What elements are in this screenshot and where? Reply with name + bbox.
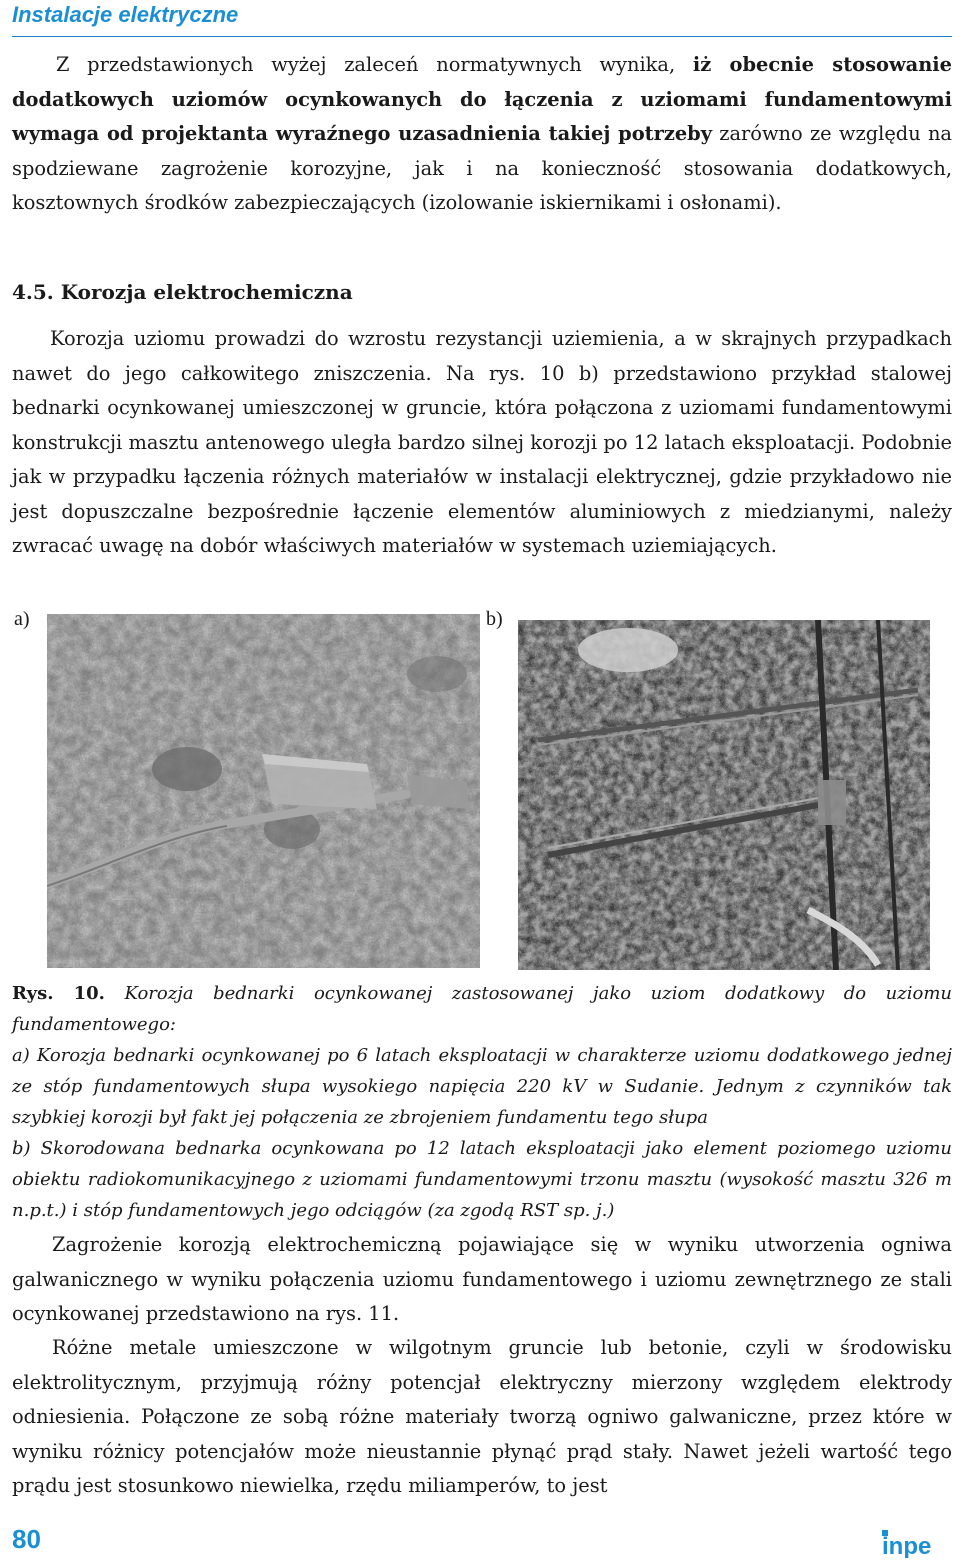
running-title: Instalacje elektryczne bbox=[12, 2, 239, 27]
figure-caption-a: a) Korozja bednarki ocynkowanej po 6 latach eksploatacji w charakterze uziomu dodatkowego jednej ze stóp fundamentowych słupa wysokiego napięcia 220 kV w Sudanie. Jednym z czynników tak szybkiej korozji był fakt jej połączenia ze zbrojeniem fundamentu tego słupa bbox=[12, 1045, 952, 1128]
paragraph-galvanic-threat: Zagrożenie korozją elektrochemiczną pojawiające się w wyniku utworzenia ogniwa galwanicznego w wyniku połączenia uziomu fundamentowego i uziomu zewnętrznego ze stali ocynkowanej przedstawiono na rys. 11. bbox=[12, 1233, 952, 1325]
figure-caption-number: Rys. 10. bbox=[12, 983, 105, 1004]
figure-label-b: b) bbox=[486, 608, 503, 630]
paragraph-intro bbox=[12, 48, 952, 221]
paragraph-corrosion: Korozja uziomu prowadzi do wzrostu rezystancji uziemienia, a w skrajnych przypadkach nawet do jego całkowitego zniszczenia. Na rys. 10 b) przedstawiono przykład stalowej bednarki ocynkowanej umieszczonej w gruncie, która połączona z uziomami fundamentowymi konstrukcji masztu antenowego uległa bardzo silnej korozji po 12 latach eksploatacji. Podobnie jak w przypadku łączenia różnych materiałów w instalacji elektrycznej, gdzie przykładowo nie jest dopuszczalne bezpośrednie łączenie elementów aluminiowych z miedzianymi, należy zwracać uwagę na dobór właściwych materiałów w systemach uziemiających. bbox=[12, 327, 952, 557]
page-header bbox=[12, 0, 952, 37]
paragraph-intro-start: Z przedstawionych wyżej zaleceń normatywnych wynika, bbox=[56, 53, 693, 76]
figure-caption-text: Korozja bednarki ocynkowanej zastosowanej jako uziom dodatkowy do uziomu fundamentowego: bbox=[12, 983, 952, 1035]
figure-caption-title bbox=[12, 978, 952, 1040]
photo-corroded-strip-a bbox=[47, 614, 480, 968]
svg-text:inpe: inpe bbox=[882, 1533, 932, 1558]
page-number: 80 bbox=[12, 1524, 41, 1554]
paragraph-intro-rest: zarówno ze względu na spodziewane zagrożenie korozyjne, jak i na konieczność stosowania dodatkowych, kosztownych środków zabezpieczających (izolowanie iskiernikami i osłonami). bbox=[12, 122, 952, 214]
figure-label-a: a) bbox=[14, 608, 30, 630]
paragraph-intro-bold: iż obecnie stosowanie dodatkowych uziomów ocynkowanych do łączenia z uziomami fundamentowymi wymaga od projektanta wyraźnego uzasadnienia takiej potrzeby bbox=[12, 53, 953, 145]
figure-caption-b: b) Skorodowana bednarka ocynkowana po 12 latach eksploatacji jako element poziomego uziomu obiektu radiokomunikacyjnego z uziomami fundamentowymi trzonu masztu (wysokość masztu 326 m n.p.t.) i stóp fundamentowych jego odciągów (za zgodą RST sp. j.) bbox=[12, 1138, 952, 1221]
publisher-logo bbox=[880, 1524, 950, 1558]
paragraph-galvanic-cell: Różne metale umieszczone w wilgotnym gruncie lub betonie, czyli w środowisku elektrolitycznym, przyjmują różny potencjał elektryczny mierzony względem elektrody odniesienia. Połączone ze sobą różne materiały tworzą ogniwo galwaniczne, przez które w wyniku różnicy potencjałów może nieustannie płynąć prąd stały. Nawet jeżeli wartość tego prądu jest stosunkowo niewielka, rzędu miliamperów, to jest bbox=[12, 1336, 952, 1497]
section-heading: 4.5. Korozja elektrochemiczna bbox=[12, 280, 353, 304]
photo-corroded-strip-b bbox=[518, 620, 930, 970]
